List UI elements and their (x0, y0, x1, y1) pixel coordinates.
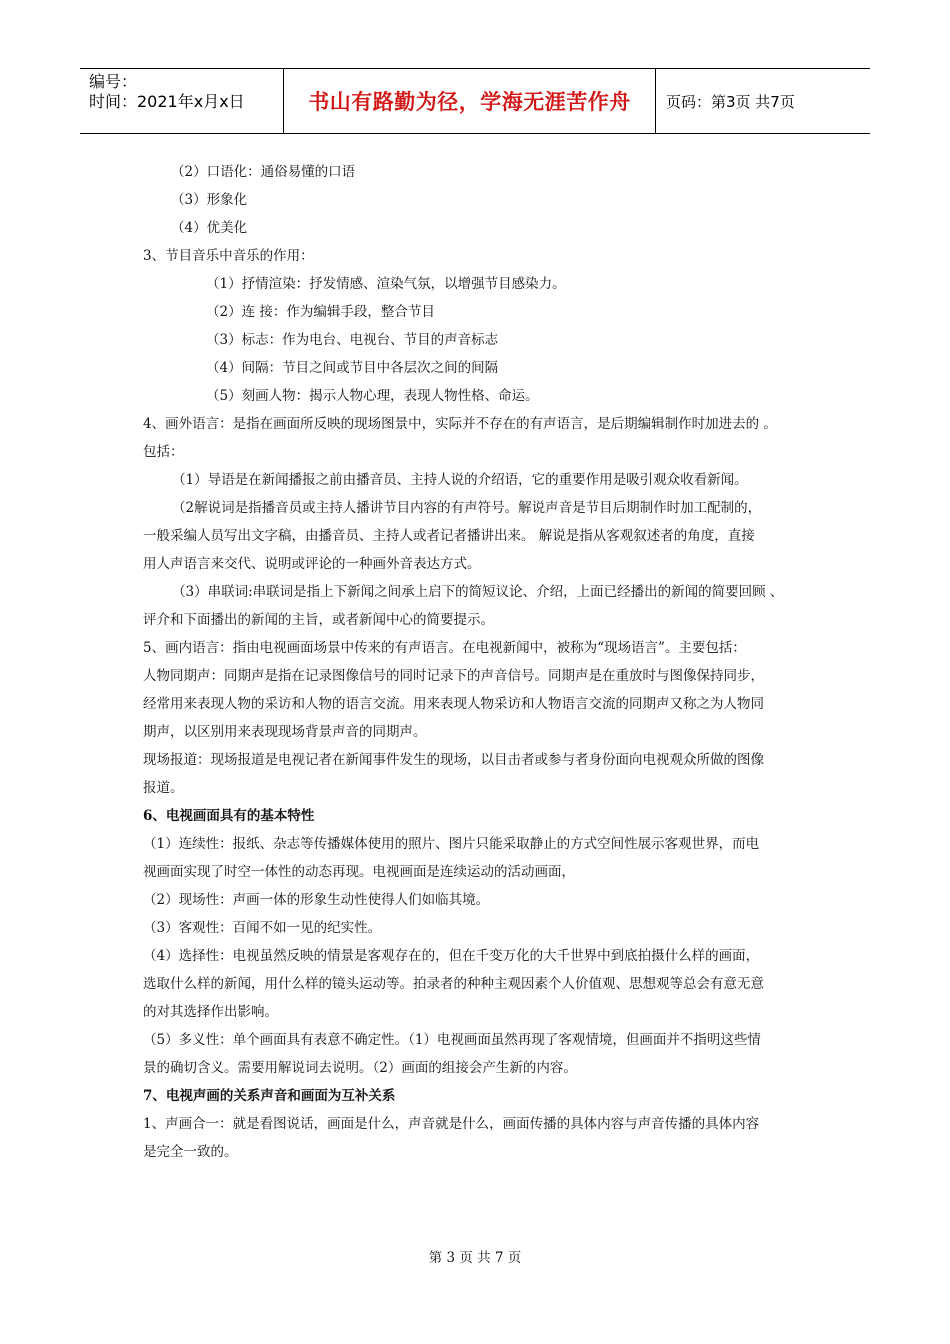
paragraph-line: 4、画外语言：是指在画面所反映的现场图景中，实际并不存在的有声语言，是后期编辑制作时加进去的 。 (143, 416, 777, 432)
paragraph-line: （1）导语是在新闻播报之前由播音员、主持人说的介绍语，它的重要作用是吸引观众收看新闻。 (172, 472, 748, 488)
paragraph-line: （2解说词是指播音员或主持人播讲节目内容的有声符号。解说声音是节目后期制作时加工配制的， (172, 500, 762, 516)
paragraph-line: （2）现场性：声画一体的形象生动性使得人们如临其境。 (143, 892, 490, 908)
header-page-label: 页码：第3页 共7页 (666, 92, 795, 111)
section-heading: 6、电视画面具有的基本特性 (143, 808, 315, 824)
paragraph-line: 的对其选择作出影响。 (143, 1004, 278, 1020)
list-item: （4）间隔：节目之间或节目中各层次之间的间隔 (206, 360, 499, 376)
paragraph-line: 报道。 (143, 780, 184, 796)
header-meta (80, 69, 283, 133)
document-body (143, 158, 823, 1166)
section-heading: 3、节目音乐中音乐的作用： (143, 248, 314, 264)
section-heading: 7、电视声画的关系声音和画面为互补关系 (143, 1088, 396, 1104)
paragraph-line: 用人声语言来交代、说明或评论的一种画外音表达方式。 (143, 556, 481, 572)
paragraph-line: （4）选择性：电视虽然反映的情景是客观存在的，但在千变万化的大千世界中到底拍摄什么样的画面， (143, 948, 760, 964)
page-footer: 第 3 页 共 7 页 (428, 1250, 522, 1266)
paragraph-line: 选取什么样的新闻，用什么样的镜头运动等。拍录者的种种主观因素个人价值观、思想观等总会有意无意 (143, 976, 764, 992)
document-date-label: 时间：2021年x月x日 (89, 92, 245, 111)
list-item: （3）标志：作为电台、电视台、节目的声音标志 (206, 332, 499, 348)
paragraph-line: 评介和下面播出的新闻的主旨，或者新闻中心的简要提示。 (143, 612, 494, 628)
paragraph-line: 是完全一致的。 (143, 1144, 238, 1160)
paragraph-line: （1）连续性：报纸、杂志等传播媒体使用的照片、图片只能采取静止的方式空间性展示客观世界，而电 (143, 836, 760, 852)
paragraph-line: 1、声画合一：就是看图说话，画面是什么，声音就是什么，画面传播的具体内容与声音传播的具体内容 (143, 1116, 760, 1132)
list-item: （4）优美化 (171, 220, 248, 236)
list-item: （2）口语化：通俗易懂的口语 (171, 164, 356, 180)
paragraph-line: （5）多义性：单个画面具有表意不确定性。（1）电视画面虽然再现了客观情境，但画面并不指明这些情 (143, 1032, 761, 1048)
list-item: （3）形象化 (171, 192, 248, 208)
paragraph-line: （3）串联词:串联词是指上下新闻之间承上启下的简短议论、介绍，上面已经播出的新闻的简要回顾 、 (172, 584, 784, 600)
list-item: （5）刻画人物：揭示人物心理，表现人物性格、命运。 (206, 388, 539, 404)
paragraph-line: （3）客观性：百闻不如一见的纪实性。 (143, 920, 382, 936)
list-item: （2）连 接：作为编辑手段，整合节目 (206, 304, 435, 320)
paragraph-line: 人物同期声：同期声是指在记录图像信号的同时记录下的声音信号。同期声是在重放时与图像保持同步， (143, 668, 764, 684)
header-table (80, 68, 870, 134)
paragraph-line: 期声，以区别用来表现现场背景声音的同期声。 (143, 724, 427, 740)
paragraph-line: 景的确切含义。需要用解说词去说明。（2）画面的组接会产生新的内容。 (143, 1060, 577, 1076)
list-item: （1）抒情渲染：抒发情感、渲染气氛，以增强节目感染力。 (206, 276, 566, 292)
header-motto: 书山有路勤为径，学海无涯苦作舟 (283, 69, 656, 133)
paragraph-line: 5、画内语言：指由电视画面场景中传来的有声语言。在电视新闻中，被称为“现场语言”。主要包括： (143, 640, 746, 656)
document-number-label: 编号： (89, 72, 138, 91)
paragraph-line: 包括： (143, 444, 184, 460)
paragraph-line: 一般采编人员写出文字稿，由播音员、主持人或者记者播讲出来。 解说是指从客观叙述者的角度，直接 (143, 528, 755, 544)
paragraph-line: 现场报道：现场报道是电视记者在新闻事件发生的现场，以目击者或参与者身份面向电视观众所做的图像 (143, 752, 764, 768)
paragraph-line: 视画面实现了时空一体性的动态再现。电视画面是连续运动的活动画面， (143, 864, 575, 880)
paragraph-line: 经常用来表现人物的采访和人物的语言交流。用来表现人物采访和人物语言交流的同期声又称之为人物同 (143, 696, 764, 712)
